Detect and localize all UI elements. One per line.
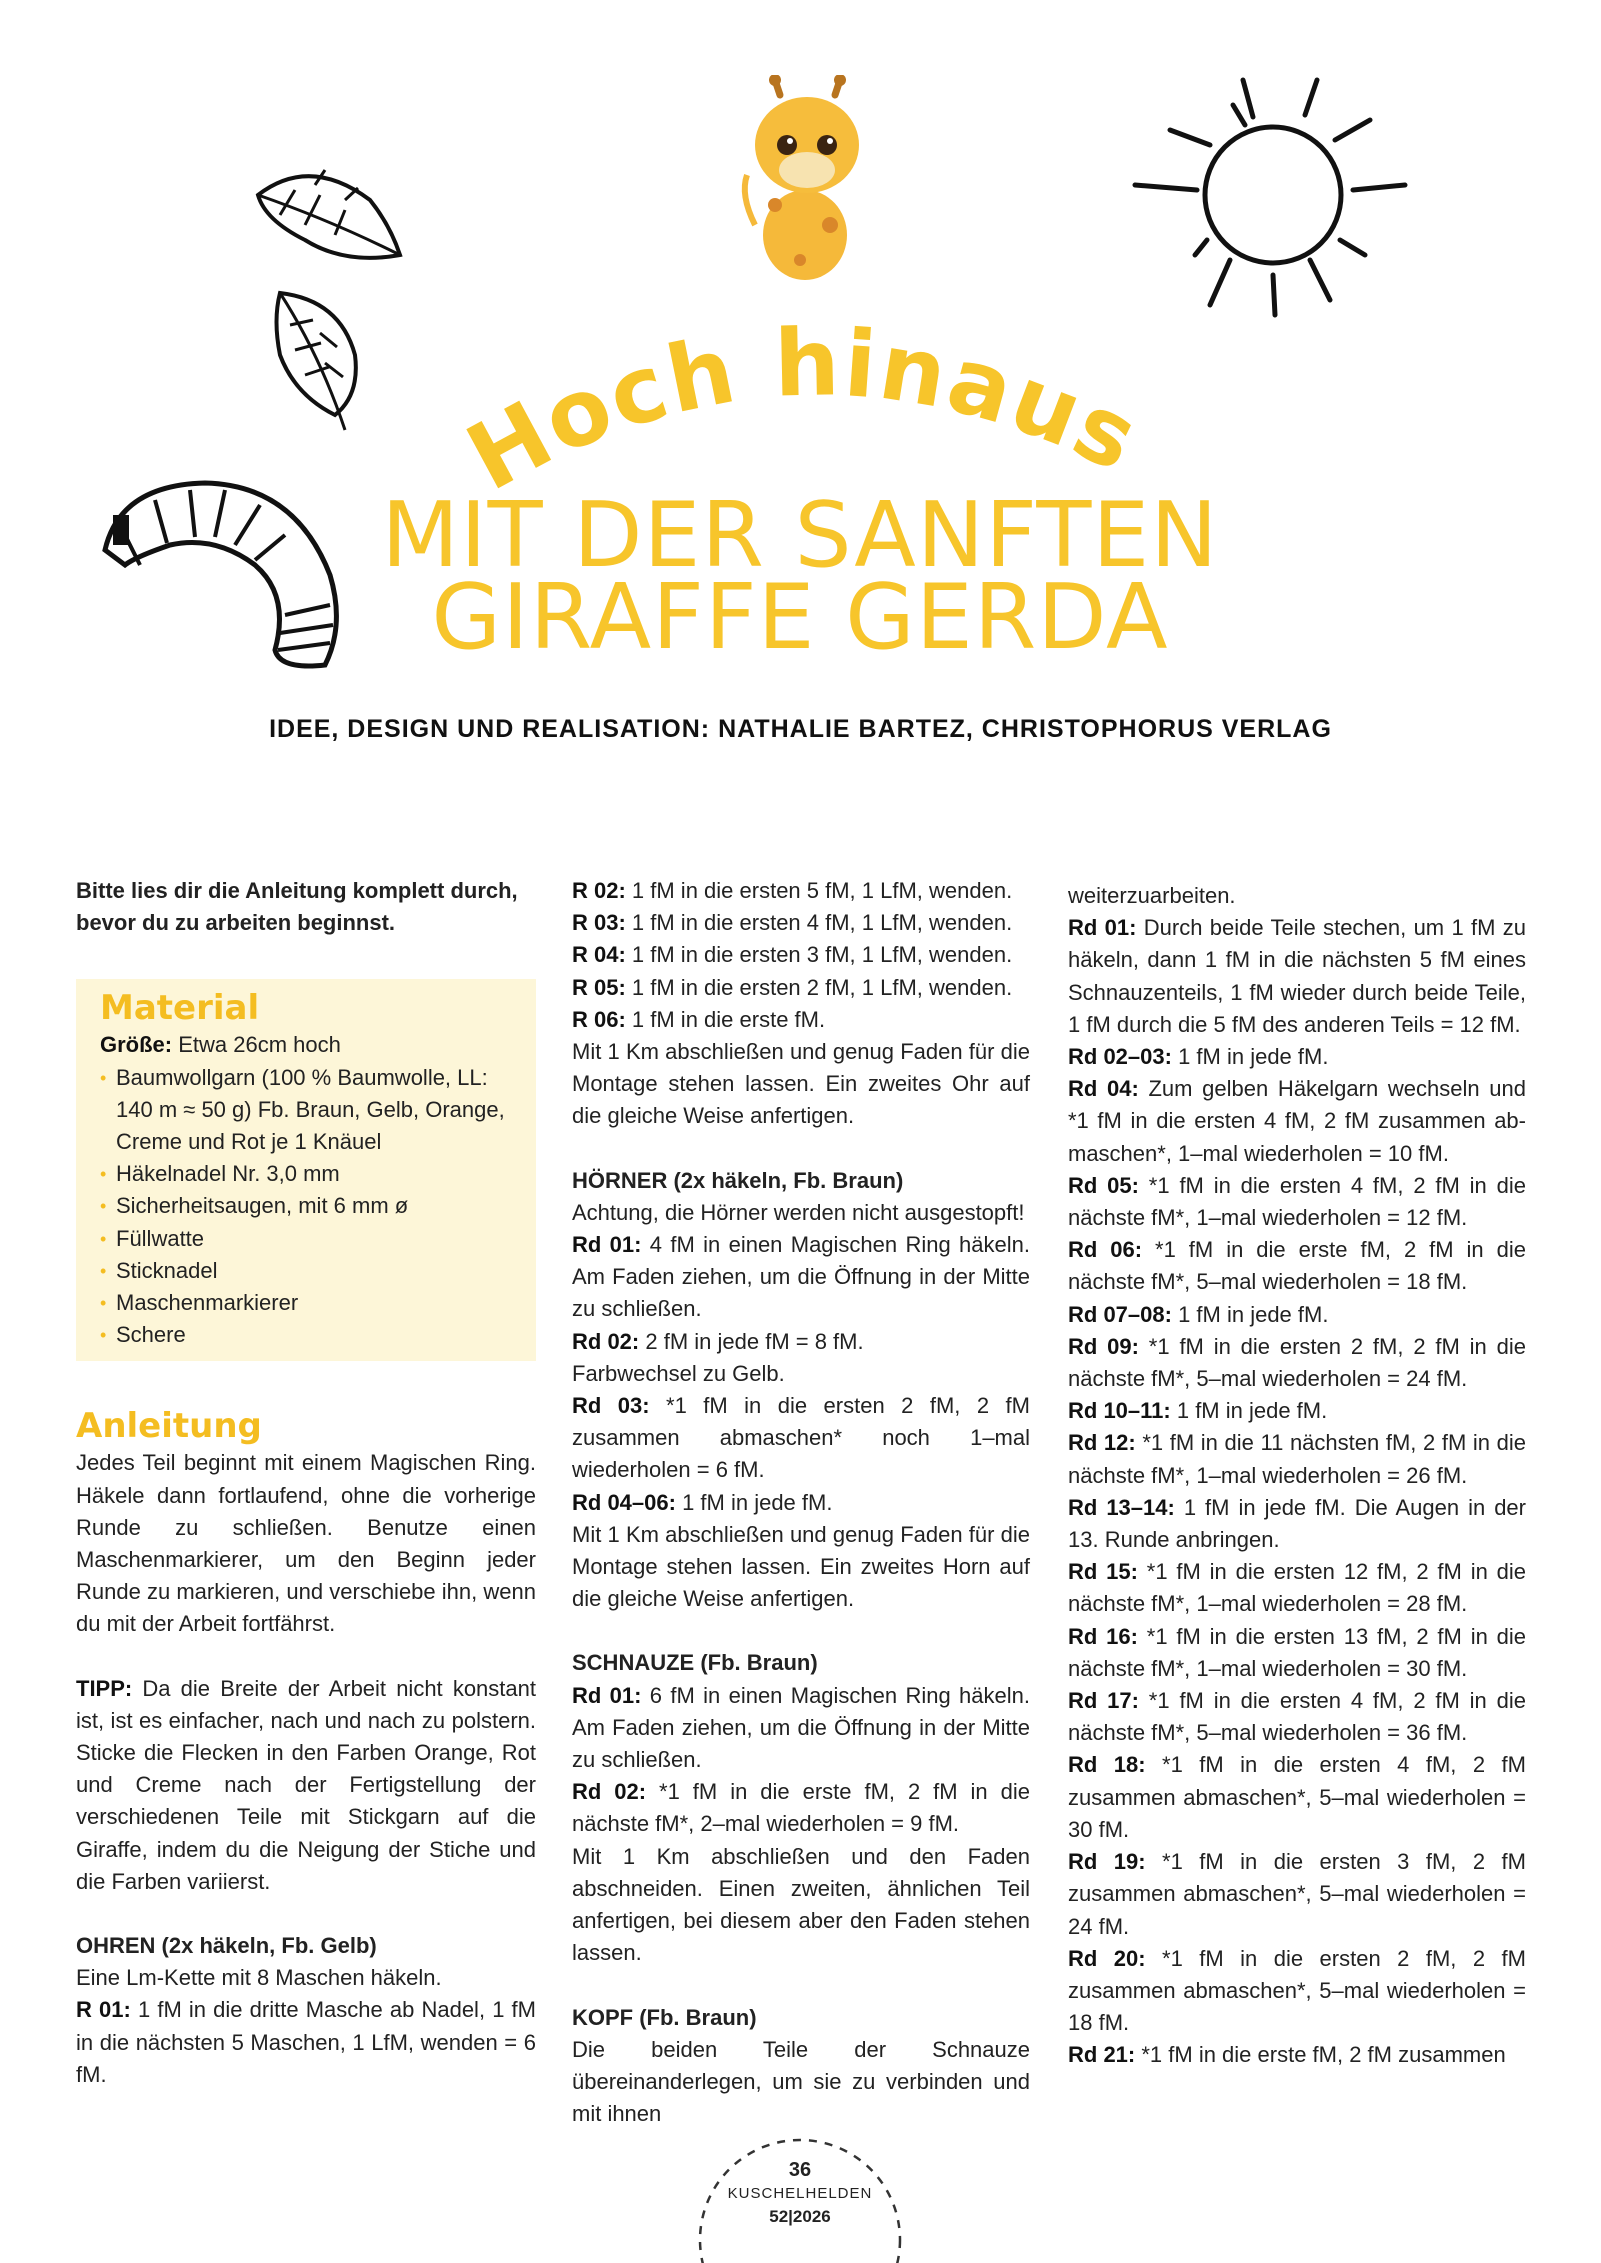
instruction-row: R 02: 1 fM in die ersten 5 fM, 1 LfM, wenden.: [572, 878, 1013, 903]
leaf-icon: [250, 160, 410, 270]
instruction-row: Rd 12: *1 fM in die 11 nächsten fM, 2 fM in die nächste fM*, 1–mal wiederholen = 26 fM.: [1068, 1430, 1526, 1488]
list-item: • Sicherheitsaugen, mit 6 mm ø: [100, 1190, 512, 1222]
instruction-row: Rd 13–14: 1 fM in jede fM. Die Augen in der 13. Runde anbringen.: [1068, 1494, 1526, 1553]
instruction-row: Rd 17: *1 fM in die ersten 4 fM, 2 fM in die nächste fM*, 5–mal wiederholen = 36 fM.: [1068, 1688, 1526, 1746]
subtitle-line-1: MIT DER SANFTEN: [381, 483, 1219, 588]
list-item: • Sticknadel: [100, 1255, 512, 1287]
farbwechsel-note: Farbwechsel zu Gelb.: [572, 1360, 785, 1386]
instruction-row: Rd 02: *1 fM in die erste fM, 2 fM in die nächste fM*, 2–mal wiederholen = 9 fM.: [572, 1779, 1030, 1837]
instruction-row: R 05: 1 fM in die ersten 2 fM, 1 LfM, wenden.: [572, 974, 1013, 1000]
kopf-intro: Die beiden Teile der Schnauze übereinanderlegen, um sie zu verbinden und mit ihnen: [572, 2036, 1030, 2127]
instruction-row: Rd 16: *1 fM in die ersten 13 fM, 2 fM in die nächste fM*, 1–mal wiederholen = 30 fM.: [1068, 1623, 1526, 1681]
column-1: [76, 875, 536, 2091]
instruction-row: Rd 04–06: 1 fM in jede fM.: [572, 1489, 833, 1515]
instruction-row: R 01: 1 fM in die dritte Masche ab Nadel, 1 fM in die nächsten 5 Maschen, 1 LfM, wenden = 6 fM.: [76, 1997, 536, 2087]
anleitung-text: Jedes Teil beginnt mit einem Magischen Ring. Häkele dann fortlaufend, ohne die vorherige Runde zu schließen. Benutze einen Maschenmarkierer, um den Beginn jeder Runde zu markieren, und verschiebe ihn, wenn du mit der Arbeit fortfährst.: [76, 1450, 536, 1637]
size-line: Größe: Etwa 26cm hoch: [100, 1032, 341, 1058]
hoerner-heading: HÖRNER (2x häkeln, Fb. Braun): [572, 1167, 904, 1193]
instruction-row: Rd 03: *1 fM in die ersten 2 fM, 2 fM zusammen abmaschen* noch 1–mal wiederholen = 6 fM.: [572, 1393, 1030, 1483]
instruction-row: R 06: 1 fM in die erste fM.: [572, 1006, 826, 1032]
instruction-row: Rd 02–03: 1 fM in jede fM.: [1068, 1044, 1329, 1070]
instruction-row: Rd 04: Zum gelben Häkelgarn wechseln und *1 fM in die ersten 4 fM, 2 fM zusammen ab-maschen*, 1–mal wiederholen = 10 fM.: [1068, 1076, 1526, 1166]
page-number: 36: [788, 2159, 812, 2181]
list-item: • Maschenmarkierer: [100, 1287, 512, 1319]
instruction-row: Rd 01: Durch beide Teile stechen, um 1 fM zu häkeln, dann 1 fM in die nächsten 5 fM eines Schnauzenteils, 1 fM wieder durch beide Teile, 1 fM durch die 5 fM des anderen Teils = 12 fM.: [1068, 915, 1526, 1037]
material-list: [100, 1062, 512, 1352]
ohren-end: Mit 1 Km abschließen und genug Faden für die Montage stehen lassen. Ein zweites Ohr auf die gleiche Weise anfertigen.: [572, 1039, 1030, 1129]
instruction-row: Rd 02: 2 fM in jede fM = 8 fM.: [572, 1328, 864, 1354]
instruction-row: Rd 19: *1 fM in die ersten 3 fM, 2 fM zusammen abmaschen*, 5–mal wiederholen = 24 fM.: [1068, 1849, 1526, 1939]
instruction-row: Rd 10–11: 1 fM in jede fM.: [1068, 1398, 1328, 1424]
instruction-row: Rd 20: *1 fM in die ersten 2 fM, 2 fM zusammen abmaschen*, 5–mal wiederholen = 18 fM.: [1068, 1945, 1526, 2036]
list-item: • Schere: [100, 1319, 512, 1351]
kopf-rows: [1068, 912, 1526, 2071]
schnauze-heading: SCHNAUZE (Fb. Braun): [572, 1650, 818, 1676]
list-item: • Häkelnadel Nr. 3,0 mm: [100, 1158, 512, 1190]
leaf-icon: [265, 285, 370, 435]
issue-number: 52|2026: [769, 2207, 831, 2226]
instruction-row: Rd 07–08: 1 fM in jede fM.: [1068, 1301, 1329, 1327]
instruction-row: R 03: 1 fM in die ersten 4 fM, 1 LfM, wenden.: [572, 910, 1013, 936]
instruction-row: Rd 18: *1 fM in die ersten 4 fM, 2 fM zusammen abmaschen*, 5–mal wiederholen = 30 fM.: [1068, 1752, 1526, 1842]
giraffe-illustration: [735, 75, 880, 285]
material-title: Material: [100, 988, 260, 1029]
instruction-row: Rd 01: 6 fM in einen Magischen Ring häkeln. Am Faden ziehen, um die Öffnung in der Mitte zu schließen.: [572, 1682, 1030, 1773]
instruction-row: Rd 06: *1 fM in die erste fM, 2 fM in die nächste fM*, 5–mal wiederholen = 18 fM.: [1068, 1237, 1526, 1295]
kopf-heading: KOPF (Fb. Braun): [572, 2004, 757, 2030]
magazine-name: KUSCHELHELDEN: [727, 2185, 873, 2202]
instruction-row: Rd 01: 4 fM in einen Magischen Ring häkeln. Am Faden ziehen, um die Öffnung in der Mitte zu schließen.: [572, 1232, 1030, 1322]
credits: IDEE, DESIGN UND REALISATION: NATHALIE BARTEZ, CHRISTOPHORUS VERLAG: [269, 715, 1332, 743]
material-box: [76, 979, 536, 1361]
instruction-row: Rd 05: *1 fM in die ersten 4 fM, 2 fM in die nächste fM*, 1–mal wiederholen = 12 fM.: [1068, 1172, 1526, 1231]
sun-icon: [1125, 75, 1415, 335]
instruction-row: Rd 09: *1 fM in die ersten 2 fM, 2 fM in die nächste fM*, 5–mal wiederholen = 24 fM.: [1068, 1333, 1526, 1392]
continuation: weiterzuarbeiten.: [1068, 883, 1236, 908]
tipp-paragraph: TIPP: Da die Breite der Arbeit nicht konstant ist, ist es einfacher, nach und nach zu polstern. Sticke die Flecken in den Farben Orange, Rot und Creme nach der Fertigstellung der verschiedenen Teile mit Stickgarn auf die Giraffe, indem du die Neigung der Stiche und die Farben variierst.: [76, 1675, 536, 1894]
list-item: • Baumwollgarn (100 % Baumwolle, LL: 140 m ≈ 50 g) Fb. Braun, Gelb, Orange, Creme und Rot je 1 Knäuel: [100, 1062, 512, 1159]
instruction-row: R 04: 1 fM in die ersten 3 fM, 1 LfM, wenden.: [572, 942, 1013, 968]
list-item: • Füllwatte: [100, 1223, 512, 1255]
ohren-intro: Eine Lm-Kette mit 8 Maschen häkeln.: [76, 1965, 442, 1991]
anleitung-title: Anleitung: [76, 1406, 262, 1447]
svg-text:Hoch hinaus: Hoch hinaus: [450, 309, 1156, 512]
ohren-heading: OHREN (2x häkeln, Fb. Gelb): [76, 1933, 377, 1959]
schnauze-end: Mit 1 Km abschließen und den Faden abschneiden. Einen zweiten, ähnlichen Teil anfertigen, bei diesem aber den Faden stehen lassen.: [572, 1843, 1030, 1966]
hoerner-note: Achtung, die Hörner werden nicht ausgestopft!: [572, 1199, 1025, 1225]
intro-note: Bitte lies dir die Anleitung komplett durch, bevor du zu arbeiten beginnst.: [76, 878, 518, 936]
column-3: [1068, 880, 1526, 2072]
page-footer: [695, 2135, 905, 2263]
instruction-row: Rd 21: *1 fM in die erste fM, 2 fM zusammen: [1068, 2042, 1506, 2068]
column-2: [572, 875, 1030, 2130]
hoerner-end: Mit 1 Km abschließen und genug Faden für die Montage stehen lassen. Ein zweites Horn auf die gleiche Weise anfertigen.: [572, 1521, 1030, 1612]
instruction-row: Rd 15: *1 fM in die ersten 12 fM, 2 fM in die nächste fM*, 1–mal wiederholen = 28 fM.: [1068, 1559, 1526, 1617]
subtitle-line-2: GIRAFFE GERDA: [431, 565, 1169, 670]
